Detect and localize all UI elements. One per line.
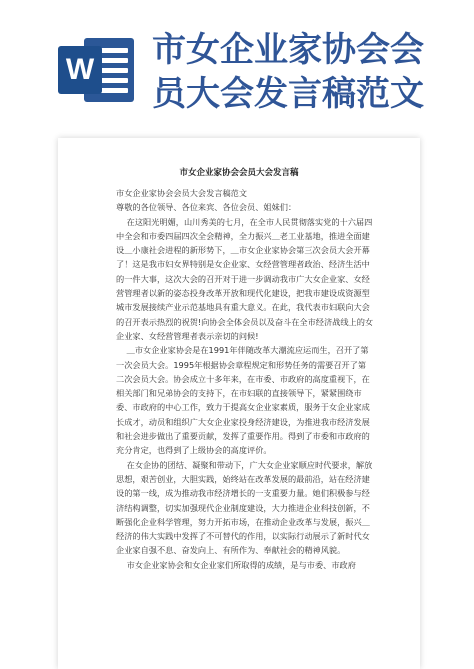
banner-title [152, 28, 464, 116]
paragraph: 在这阳光明媚，山川秀美的七月，在全市人民贯彻落实党的十六届四中全会和市委四届四次全会精神，全力振兴＿老工业基地，推进全面建设＿小康社会进程的新形势下，＿市女企业家协会第三次会员大会开幕了！这是我市妇女界特别是女企业家、女经营管理者政治、经济生活中的一件大事，这次大会的召开对于进一步调动我市广大女企业家、女经营管理者以新的姿态投身改革开放和现代化建设，把我市建设成资源型城市发展接续产业示范基地具有重大意义。在此，我代表市妇联向大会的召开表示热烈的祝贺!向协会全体会员以及奋斗在全市经济战线上的女企业家、女经营管理者表示亲切的问候! [116, 216, 374, 341]
document-subtitle: 市女企业家协会会员大会发言稿范文 [116, 188, 248, 198]
word-document-icon [58, 34, 136, 106]
document-greeting: 尊敬的各位领导、各位来宾、各位会员、姐妹们： [116, 202, 297, 213]
banner-title-line2: 员大会发言稿范文 [152, 74, 424, 114]
banner [0, 0, 474, 150]
paragraph: 在女企协的团结、凝聚和带动下，广大女企业家顺应时代要求，解放思想，艰苦创业，大胆实践，始终站在改革发展的最前沿，站在经济建设的第一线，成为推动我市经济增长的一支重要力量。她们积极参与经济结构调整，切实加强现代企业制度建设，大力推进企业科技创新，不断强化企业科学管理，努力开拓市场，在推动企业改革与发展，振兴＿经济的伟大实践中发挥了不可替代的作用，以实际行动展示了新时代女企业家自强不息、奋发向上、有所作为、奉献社会的精神风貌。 [116, 459, 373, 556]
paragraph: 市女企业家协会和女企业家们所取得的成绩，是与市委、市政府 [126, 559, 356, 570]
document-page [58, 138, 420, 669]
document-body [116, 186, 374, 572]
paragraph: ＿市女企业家协会是在1991年伴随改革大潮流应运而生，召开了第一次会员大会。1995年根据协会章程规定和形势任务的需要召开了第二次会员大会。协会成立十多年来，在市委、市政府的高度重视下，在相关部门和兄弟协会的支持下，在市妇联的直接领导下，紧紧围绕市委、市政府的中心工作，致力于提高女企业家素质，服务于女企业家成长成才，动员和组织广大女企业家投身经济建设，为推进我市经济发展和社会进步做出了重要贡献，发挥了重要作用。得到了市委和市政府的充分肯定，也得到了上级协会的高度评价。 [116, 345, 370, 456]
document-title: 市女企业家协会会员大会发言稿 [179, 168, 299, 178]
word-letter-badge: W [58, 46, 102, 94]
banner-title-line1: 市女企业家协会会 [152, 30, 424, 70]
